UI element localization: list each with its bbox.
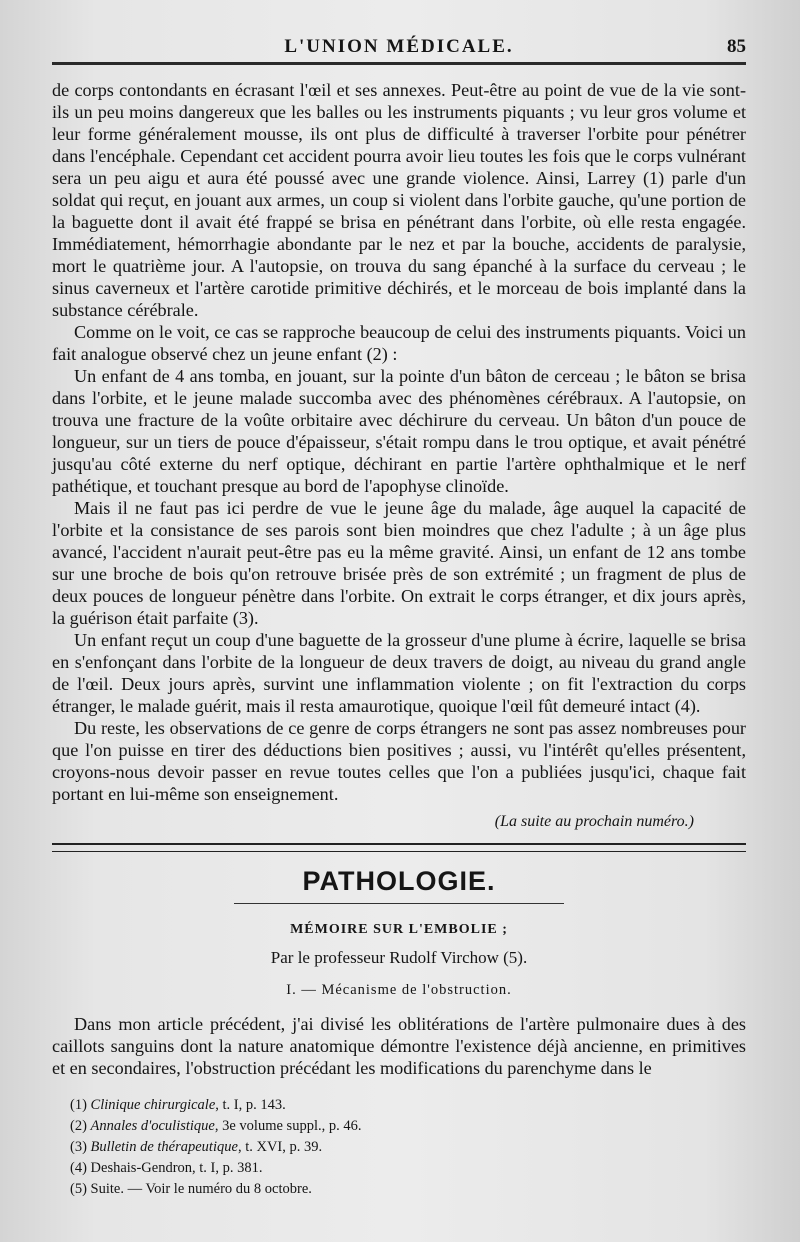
footnote-number: (4) — [70, 1160, 87, 1176]
footnote — [70, 1158, 746, 1179]
footnote-number: (5) — [70, 1181, 87, 1197]
paragraph: Du reste, les observations de ce genre de corps étrangers ne sont pas assez nombreuses pour que l'on puisse en tirer des déductions bien positives ; aussi, vu l'intérêt qu'elles présentent, croyons-nous devoir passer en revue toutes celles que l'on a publiées jusqu'ici, chaque fait portant en lui-même son enseignement. — [52, 718, 746, 804]
paragraph: Un enfant de 4 ans tomba, en jouant, sur la pointe d'un bâton de cerceau ; le bâton se brisa dans l'orbite, et le jeune malade succomba avec des phénomènes cérébraux. A l'autopsie, on trouva une fracture de la voûte orbitaire avec déchirure du cerveau. Un bâton d'un pouce de longueur, sur un tiers de pouce d'épaisseur, s'était rompu dans le trou optique, et avait pénétré jusqu'au côté externe du nerf optique, déchirant en partie l'artère ophthalmique et le nerf pathétique, et touchant presque au bord de l'apophyse clinoïde. — [52, 366, 746, 496]
footnote-text: Deshais-Gendron, t. I, p. 381. — [90, 1160, 263, 1176]
footnote — [70, 1116, 746, 1137]
memoire-heading: MÉMOIRE SUR L'EMBOLIE ; — [290, 922, 508, 937]
article-continuation — [52, 79, 746, 805]
footnote — [70, 1179, 746, 1200]
footnote-source: Clinique chirurgicale — [90, 1097, 216, 1113]
footnote-source: Annales d'oculistique — [90, 1118, 215, 1134]
paragraph: Un enfant reçut un coup d'une baguette de la grosseur d'une plume à écrire, laquelle se brisa en s'enfonçant dans l'orbite de la longueur de deux travers de doigt, au niveau du grand angle de l'œil. Deux jours après, survint une inflammation violente ; on fit l'extraction du corps étranger, le malade guérit, mais il resta amaurotique, quoique l'œil fût demeuré intact (4). — [52, 630, 746, 716]
continued-note: (La suite au prochain numéro.) — [494, 813, 694, 830]
running-head — [52, 28, 746, 65]
section-divider — [52, 843, 746, 852]
footnotes — [52, 1095, 746, 1200]
paragraph: Mais il ne faut pas ici perdre de vue le jeune âge du malade, âge auquel la capacité de l'orbite et la consistance de ses parois sont bien moindres que chez l'adulte ; à un âge plus avancé, l'accident n'aurait peut-être pas eu la même gravité. Ainsi, un enfant de 12 ans tombe sur une broche de bois qu'on retrouve brisée près de son extrémité ; un fragment de plus de deux pouces de longueur pénètre dans l'orbite. On extrait le corps étranger, et dix jours après, la guérison était parfaite (3). — [52, 498, 746, 628]
footnote-text: Suite. — Voir le numéro du 8 octobre. — [90, 1181, 312, 1197]
footnote-number: (1) — [70, 1097, 87, 1113]
footnote-number: (3) — [70, 1139, 87, 1155]
page-number: 85 — [727, 36, 746, 57]
author-line: Par le professeur Rudolf Virchow (5). — [270, 948, 528, 967]
pathologie-section — [52, 866, 746, 1079]
footnote-source: Bulletin de thérapeutique — [90, 1139, 238, 1155]
footnote-text: , t. I, p. 143. — [215, 1097, 286, 1113]
paragraph: de corps contondants en écrasant l'œil et ses annexes. Peut-être au point de vue de la vie sont-ils un peu moins dangereux que les balles ou les instruments piquants ; vu leur gros volume et leur forme généralement mousse, ils ont plus de difficulté à traverser l'orbite pour pénétrer dans l'encéphale. Cependant cet accident pourra avoir lieu toutes les fois que le corps vulnérant sera un peu aigu et aura été poussé avec une grande violence. Ainsi, Larrey (1) parle d'un soldat qui reçut, en jouant aux armes, un coup si violent dans l'orbite gauche, qu'une portion de la baguette dont il avait été frappé se brisa en pénétrant dans l'orbite, où elle resta engagée. Immédiatement, hémorrhagie abondante par le nez et par la bouche, accidents de paralysie, mort le quatrième jour. A l'autopsie, on trouva du sang épanché à la surface du cerveau ; le sinus caverneux et l'artère carotide primitive déchirés, et le morceau de bois implanté dans la substance cérébrale. — [52, 80, 746, 320]
section-title: PATHOLOGIE. — [302, 866, 496, 896]
subsection-heading: I. — Mécanisme de l'obstruction. — [286, 982, 512, 998]
journal-title: L'UNION MÉDICALE. — [284, 36, 514, 57]
title-rule — [234, 903, 564, 904]
paragraph: Dans mon article précédent, j'ai divisé les oblitérations de l'artère pulmonaire dues à des caillots sanguins dont la nature anatomique démontre l'existence déjà ancienne, en primitives et en secondaires, l'obstruction précédant les modifications du parenchyme dans le — [52, 1014, 746, 1078]
footnote-text: , 3e volume suppl., p. 46. — [214, 1118, 362, 1134]
paragraph: Comme on le voit, ce cas se rapproche beaucoup de celui des instruments piquants. Voici un fait analogue observé chez un jeune enfant (2) : — [52, 322, 746, 364]
footnote — [70, 1095, 746, 1116]
footnote — [70, 1137, 746, 1158]
footnote-text: , t. XVI, p. 39. — [237, 1139, 323, 1155]
footnote-number: (2) — [70, 1118, 87, 1134]
